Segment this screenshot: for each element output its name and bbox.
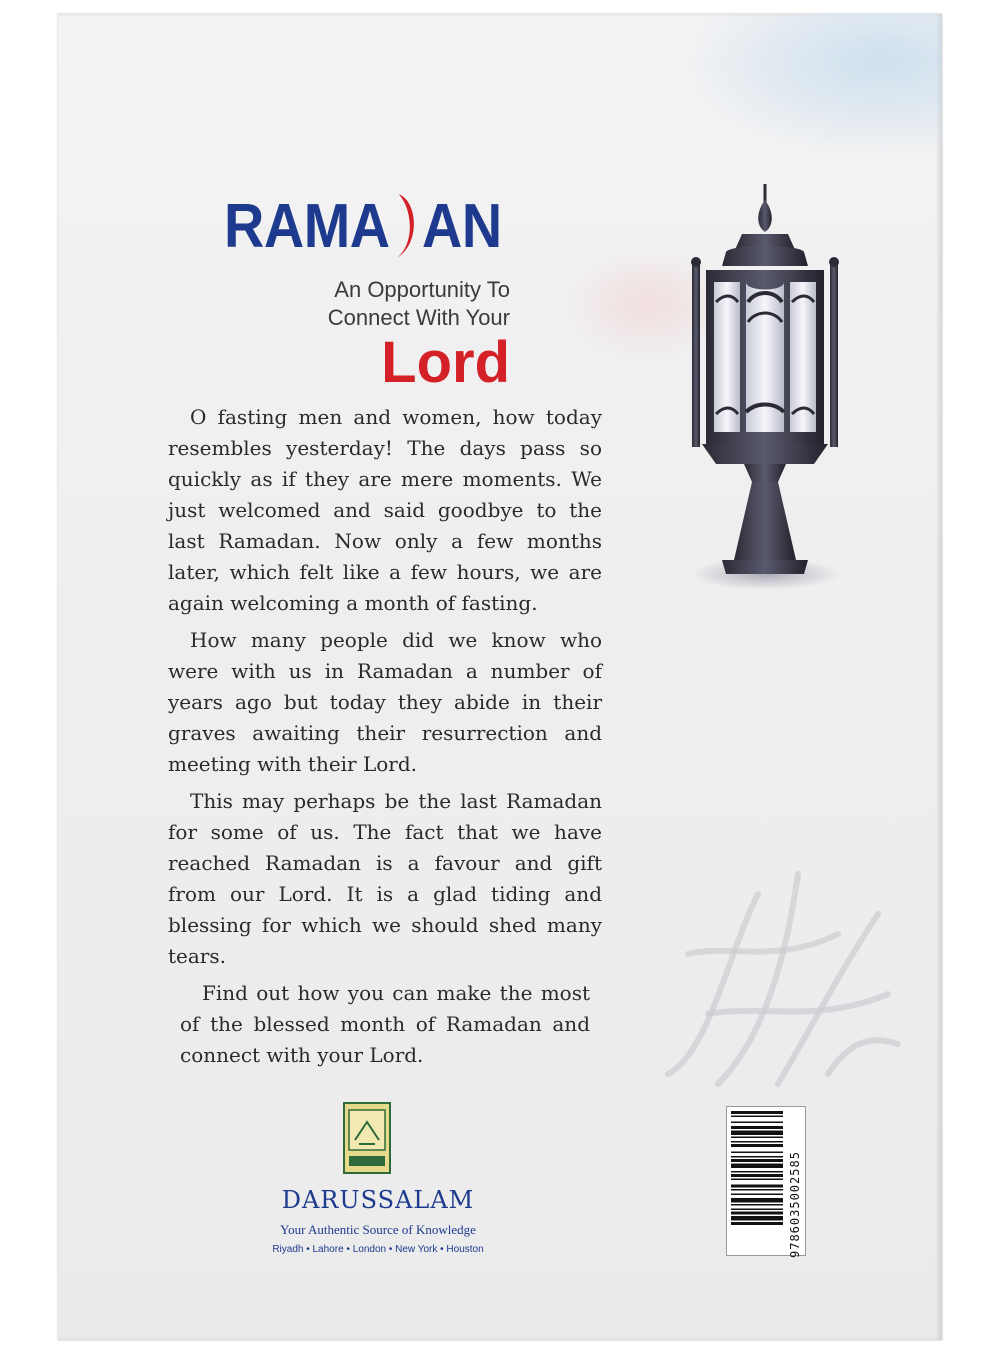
- paragraph: How many people did we know who were with us in Ramadan a number of years ago but today they abide in their graves awaiting their resurrection and meeting with their Lord.: [168, 628, 602, 776]
- book-back-cover: [58, 14, 942, 1340]
- lantern-icon: [686, 182, 844, 602]
- barcode-number: 9786035002585: [788, 1151, 802, 1258]
- publisher-name: DARUSSALAM: [281, 1186, 475, 1214]
- publisher-tagline: Your Authentic Source of Knowledge: [280, 1222, 476, 1237]
- paragraph: Find out how you can make the most of the blessed month of Ramadan and connect with your Lord.: [180, 981, 590, 1067]
- subtitle-line1: An Opportunity To: [334, 277, 510, 302]
- calligraphy-watermark: [648, 834, 918, 1104]
- calligraphy-icon: [648, 834, 918, 1104]
- title-right: AN: [421, 192, 502, 261]
- title: [224, 192, 533, 262]
- subtitle: [258, 276, 510, 332]
- paragraph: This may perhaps be the last Ramadan for some of us. The fact that we have reached Ramadan is a favour and gift from our Lord. It is a glad tiding and blessing for which we should shed many tears.: [168, 789, 602, 968]
- paragraph: O fasting men and women, how today resembles yesterday! The days pass so quickly as if they are mere moments. We just welcomed and said goodbye to the last Ramadan. Now only a few months later, which felt like a few hours, we are again welcoming a month of fasting.: [168, 405, 602, 615]
- title-emphasis: Lord: [381, 330, 510, 395]
- subtitle-line2: Connect With Your: [327, 305, 510, 330]
- blurb: [168, 402, 602, 1077]
- publisher-logo: [343, 1102, 391, 1174]
- book-stand-icon: [345, 1104, 389, 1172]
- publisher-cities: Riyadh • Lahore • London • New York • Houston: [272, 1244, 484, 1255]
- crescent-icon: [388, 192, 424, 262]
- title-left: RAMA: [224, 192, 390, 261]
- sky-watercolor: [642, 14, 942, 174]
